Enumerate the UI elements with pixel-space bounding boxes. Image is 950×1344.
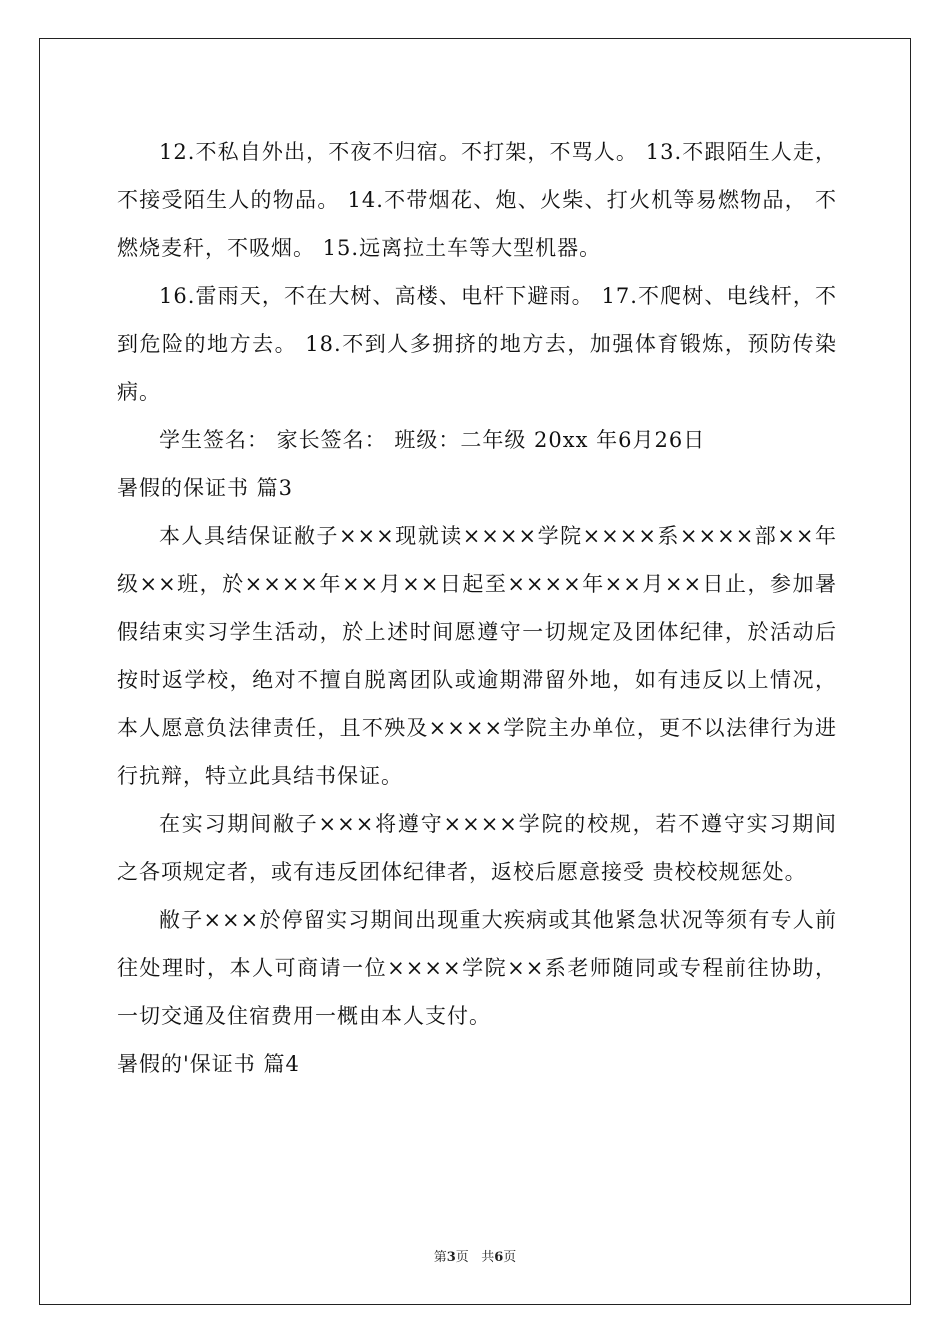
- page-footer: [0, 1246, 950, 1265]
- footer-total-pages: 6: [494, 1250, 504, 1265]
- document-body: [117, 128, 837, 1088]
- section-heading-4: 暑假的'保证书 篇4: [117, 1052, 300, 1076]
- paragraph-internship-rules: 在实习期间敝子×××将遵守××××学院的校规，若不遵守实习期间之各项规定者，或有违反团体纪律者，返校后愿意接受 贵校校规惩处。: [117, 812, 837, 884]
- paragraph-emergency: 敝子×××於停留实习期间出现重大疾病或其他紧急状况等须有专人前往处理时，本人可商请一位××××学院××系老师随同或专程前往协助，一切交通及住宿费用一概由本人支付。: [117, 908, 837, 1028]
- section-heading-3: 暑假的保证书 篇3: [117, 476, 294, 500]
- footer-middle: 页 共: [455, 1250, 495, 1265]
- paragraph-rules-16-18: 16.雷雨天，不在大树、高楼、电杆下避雨。 17.不爬树、电线杆，不到危险的地方去。 18.不到人多拥挤的地方去，加强体育锻炼，预防传染病。: [117, 284, 837, 404]
- signature-line: 学生签名： 家长签名： 班级：二年级 20xx 年6月26日: [159, 428, 706, 452]
- paragraph-guarantee-statement: 本人具结保证敝子×××现就读××××学院××××系××××部××年级××班，於××××年××月××日起至××××年××月××日止，参加暑假结束实习学生活动，於上述时间愿遵守一切规定及团体纪律，於活动后按时返学校，绝对不擅自脱离团队或逾期滞留外地，如有违反以上情况，本人愿意负法律责任，且不殃及××××学院主办单位，更不以法律行为进行抗辩，特立此具结书保证。: [117, 524, 837, 788]
- footer-prefix: 第: [433, 1250, 447, 1265]
- footer-current-page: 3: [446, 1250, 456, 1265]
- footer-suffix: 页: [503, 1250, 517, 1265]
- paragraph-rules-12-15: 12.不私自外出，不夜不归宿。不打架，不骂人。 13.不跟陌生人走，不接受陌生人的物品。 14.不带烟花、炮、火柴、打火机等易燃物品， 不燃烧麦秆，不吸烟。 15.远离拉土车等大型机器。: [117, 140, 837, 260]
